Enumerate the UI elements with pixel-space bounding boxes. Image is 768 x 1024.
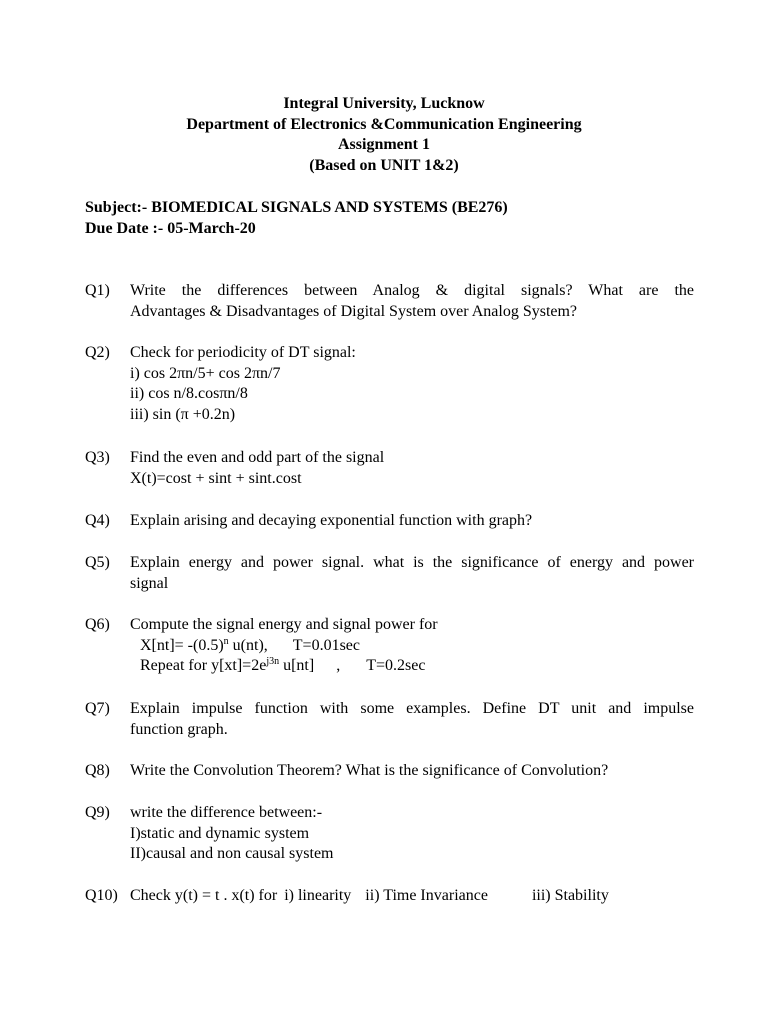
due-date-line: Due Date :- 05-March-20 xyxy=(85,219,256,237)
criterion-linearity: i) linearity xyxy=(284,887,352,904)
question-subitem: iii) sin (π +0.2n) xyxy=(130,405,236,423)
question-text-line: function graph. xyxy=(130,720,228,738)
question-1 xyxy=(85,281,694,322)
formula-part: u[nt] xyxy=(279,657,315,674)
question-number: Q7) xyxy=(85,700,110,717)
question-text-line: signal xyxy=(130,574,169,592)
question-4 xyxy=(85,511,694,532)
document-header xyxy=(0,94,768,176)
formula-part: X[nt]= -(0.5) xyxy=(140,636,224,654)
department-name: Department of Electronics &Communication Engineering xyxy=(186,115,582,133)
formula-part: u(nt), xyxy=(228,636,268,654)
question-3 xyxy=(85,448,694,489)
formula-exponent: j3n xyxy=(266,656,280,667)
question-formula: X(t)=cost + sint + sint.cost xyxy=(130,469,302,487)
question-6 xyxy=(85,615,694,677)
question-text-line: Compute the signal energy and signal power for xyxy=(130,616,438,633)
criterion-time-invariance: ii) Time Invariance xyxy=(365,887,488,904)
formula-separator: , xyxy=(336,657,341,674)
assignment-basis: (Based on UNIT 1&2) xyxy=(309,156,459,174)
question-9 xyxy=(85,803,694,865)
assignment-meta xyxy=(85,198,508,239)
question-text-line: Check for periodicity of DT signal: xyxy=(130,344,356,361)
question-text-line: Advantages & Disadvantages of Digital System over Analog System? xyxy=(130,302,578,320)
formula-part: Repeat for y[xt]=2e xyxy=(140,657,267,674)
question-text-line: Write the differences between Analog & digital signals? What are the xyxy=(130,282,694,299)
question-formula xyxy=(130,636,694,657)
question-text-line: Explain impulse function with some examples. Define DT unit and impulse xyxy=(130,700,694,717)
assignment-title: Assignment 1 xyxy=(337,136,430,153)
question-text-line: Find the even and odd part of the signal xyxy=(130,449,385,466)
question-5 xyxy=(85,553,694,594)
question-8 xyxy=(85,761,694,782)
question-text-line xyxy=(130,886,694,907)
question-2 xyxy=(85,343,694,425)
question-text-line: Explain energy and power signal. what is the significance of energy and power xyxy=(130,554,694,571)
question-subitem: I)static and dynamic system xyxy=(130,824,310,842)
question-number: Q9) xyxy=(85,804,110,821)
question-number: Q8) xyxy=(85,762,110,779)
question-10 xyxy=(85,886,694,907)
formula-period: T=0.01sec xyxy=(292,636,361,654)
question-text-line: Write the Convolution Theorem? What is the significance of Convolution? xyxy=(130,762,609,779)
subject-line: Subject:- BIOMEDICAL SIGNALS AND SYSTEMS (BE276) xyxy=(85,199,508,216)
question-number: Q10) xyxy=(85,887,118,904)
question-number: Q6) xyxy=(85,616,110,633)
question-subitem: ii) cos n/8.cosπn/8 xyxy=(130,385,248,402)
question-subitem: II)causal and non causal system xyxy=(130,845,334,862)
question-number: Q1) xyxy=(85,282,110,299)
question-number: Q2) xyxy=(85,344,110,361)
question-number: Q4) xyxy=(85,512,110,529)
question-formula xyxy=(130,656,694,677)
question-7 xyxy=(85,699,694,740)
question-text-part: Check y(t) = t . x(t) for xyxy=(130,887,278,904)
criterion-stability: iii) Stability xyxy=(531,887,609,904)
question-subitem: i) cos 2πn/5+ cos 2πn/7 xyxy=(130,364,281,382)
formula-period: T=0.2sec xyxy=(366,657,426,674)
question-number: Q3) xyxy=(85,449,110,466)
question-number: Q5) xyxy=(85,554,110,571)
question-text-line: write the difference between:- xyxy=(130,804,323,821)
university-name: Integral University, Lucknow xyxy=(283,95,485,112)
formula-exponent: n xyxy=(223,635,229,647)
question-text-line: Explain arising and decaying exponential function with graph? xyxy=(130,512,533,529)
